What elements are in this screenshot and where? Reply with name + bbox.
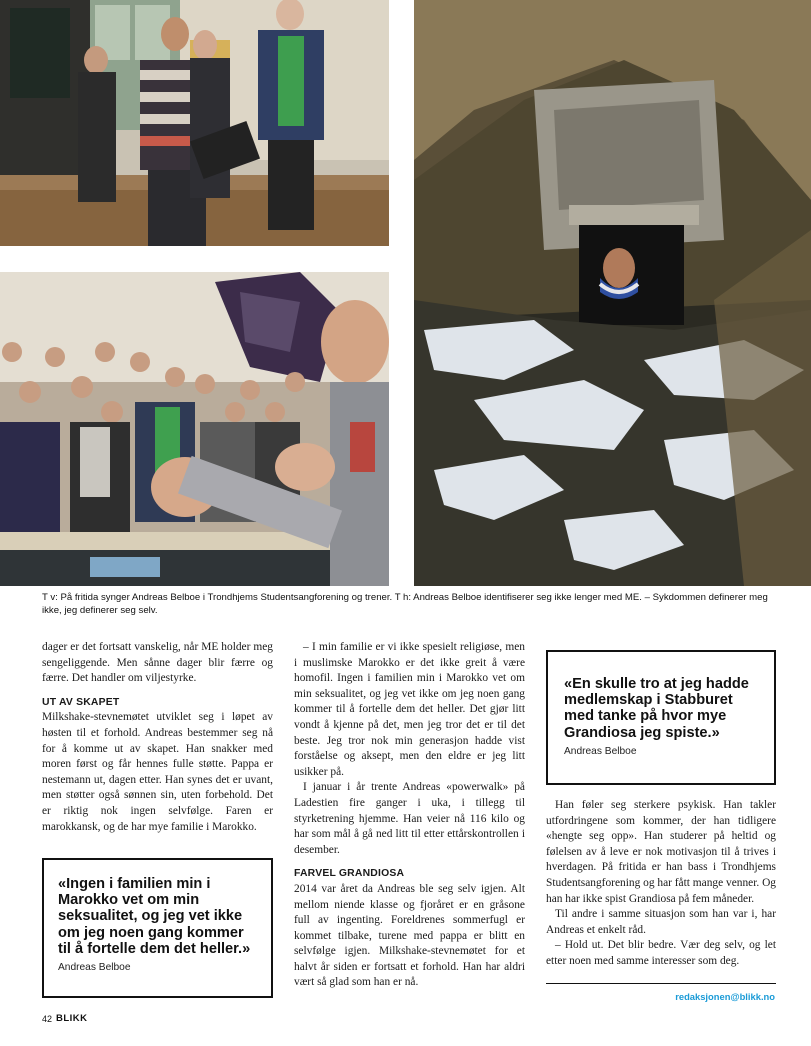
photo-bunker-snow (414, 0, 811, 586)
section-heading: UT AV SKAPET (42, 696, 120, 708)
article-column-2 (294, 640, 525, 991)
pull-quote-attribution: Andreas Belboe (564, 745, 637, 757)
paragraph: Milkshake-stevnemøtet utviklet seg i løpet av høsten til et forhold. Andreas bestemmer seg nå for å komme ut av skapet. Han snakker med moren først og får hennes fulle støtte. Pappa er nestemann ut, dagen etter. Han synes det er uvant, men støtter også sønnen sin, uten forbehold. Det er riktig nok ingen selvfølge. Faren er marokkansk, og de har mye familie i Marokko. (42, 711, 273, 833)
pull-quote-text: «Ingen i familien min i Marokko vet om min seksualitet, og jeg vet ikke om jeg noen gang kommer til å fortelle dem det heller.» (58, 876, 251, 957)
paragraph: 2014 var året da Andreas ble seg selv igjen. Alt mellom niende klasse og fjoråret er en gråsone full av ingenting. Foreldrenes sommerfugl er kommet tilbake, turene med pappa er blitt en selvfølge igjen. Milkshake-stevnemøtet for et halvt år siden er fortsatt et forhold. Han har aldri vært så glad som han er nå. (294, 882, 525, 989)
section-heading: FARVEL GRANDIOSA (294, 868, 405, 880)
magazine-logo: BLIKK (56, 1013, 88, 1024)
photo-caption: T v: På fritida synger Andreas Belboe i Trondhjems Studentsangforening og trener. T h: Andreas Belboe identifiserer seg ikke lenger med ME. – Sykdommen definerer meg ikke, jeg definerer seg selv. (42, 592, 768, 616)
footer-rule (546, 983, 776, 984)
paragraph: dager er det fortsatt vanskelig, når ME holder meg sengeliggende. Men sånne dager blir færre og færre. Det handler om viljestyrke. (42, 641, 273, 685)
paragraph: – Hold ut. Det blir bedre. Vær deg selv, og let etter noen med samme interesser som deg. (546, 939, 776, 967)
photo-choir-rehearsal (0, 272, 389, 586)
pull-quote-1 (42, 858, 273, 998)
pull-quote-attribution: Andreas Belboe (58, 962, 131, 974)
paragraph: – I min familie er vi ikke spesielt religiøse, men i muslimske Marokko er det ikke greit å være homofil. Ingen i familien min i Marokko vet om min seksualitet, og jeg vet ikke om jeg noen gang kommer til å fortelle dem det heller. Det gjør litt vondt å kjenne på det, men jeg tror det er til det beste. Jeg tror nok min generasjon hadde vist forståelse og aksept, men den eldre er jeg litt usikker på. (294, 641, 525, 778)
pull-quote-text: «En skulle tro at jeg hadde medlemskap i Stabburet med tanke på hvor mye Grandiosa jeg spiste.» (564, 676, 749, 741)
contact-email-link[interactable]: redaksjonen@blikk.no (675, 991, 775, 1002)
paragraph: Til andre i samme situasjon som han var i, har Andreas et enkelt råd. (546, 908, 776, 936)
paragraph: I januar i år trente Andreas «powerwalk» på Ladestien fire ganger i uka, i tillegg til styrketrening hjemme. Han veier nå 116 kilo og har som mål å gå ned litt til etter ettårskontrollen i desember. (294, 781, 525, 856)
photo-rehearsal-hallway (0, 0, 389, 246)
page-number: 42 (42, 1014, 53, 1024)
pull-quote-2 (546, 650, 776, 785)
article-column-3 (546, 798, 776, 970)
paragraph: Han føler seg sterkere psykisk. Han takler utfordringene som kommer, der han tidligere «hengte seg opp». Han studerer på heltid og følelsen av å leve er nok motivasjon til å trives i hverdagen. På fritida er han bass i Trondhjems Studentsangforening og har fått mange venner. Og han har ikke spist Grandiosa på fem måneder. (546, 799, 776, 905)
article-column-1 (42, 640, 273, 835)
